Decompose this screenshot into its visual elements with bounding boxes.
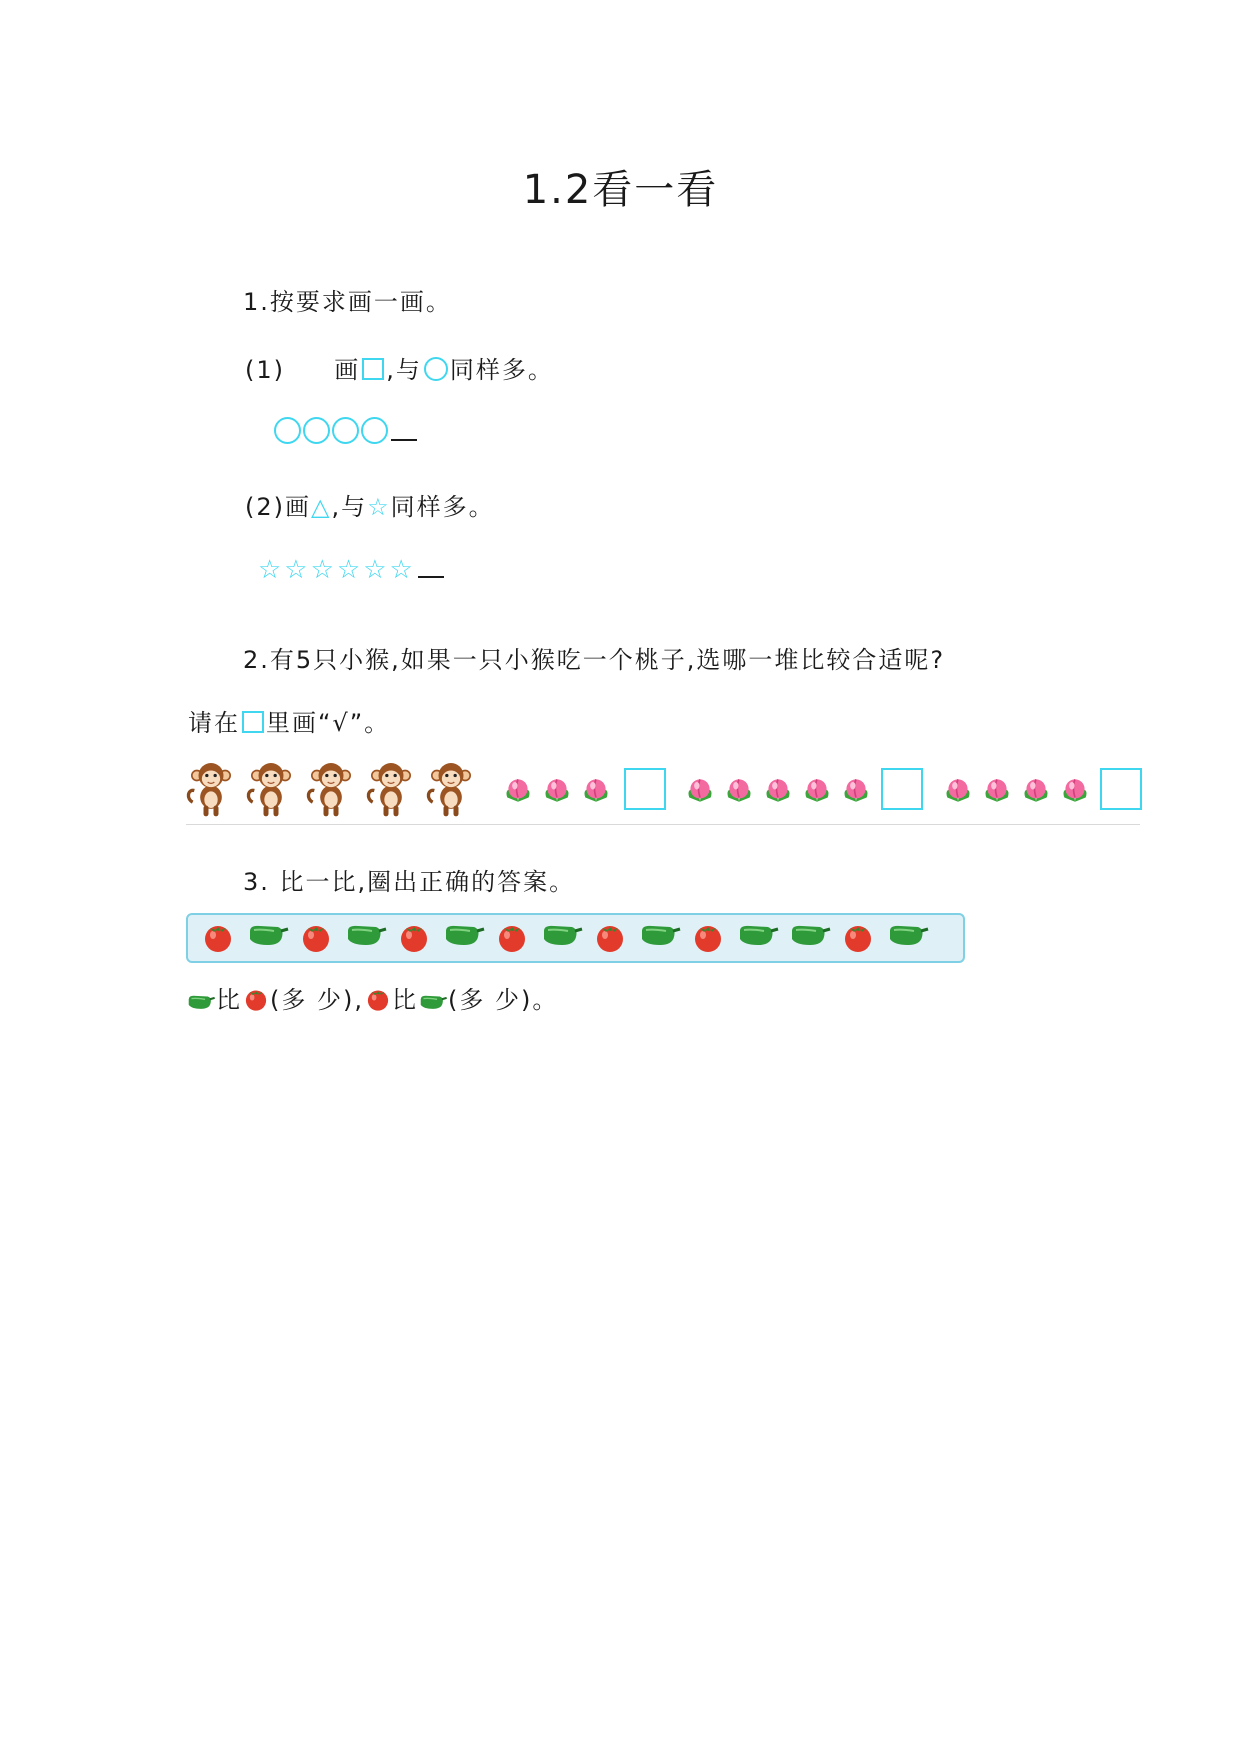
- question-1-part-2: [245, 487, 495, 522]
- answer-options-2[interactable]: (多 少): [448, 986, 533, 1014]
- comparison-line: [186, 980, 558, 1015]
- tomato-icon: [396, 921, 432, 953]
- compare-word: 比: [392, 986, 418, 1014]
- peach-icon: [723, 774, 755, 806]
- monkey-icon: [306, 754, 356, 822]
- part-1-text-draw: 画: [334, 356, 361, 384]
- circle-icon: [274, 417, 301, 444]
- stars-icons: ☆☆☆☆☆☆: [258, 555, 416, 585]
- pepper-icon: [638, 921, 682, 949]
- monkey-icon: [426, 754, 476, 822]
- tomato-icon: [242, 986, 270, 1012]
- pepper-icon: [186, 992, 216, 1012]
- question-2-line-2: [188, 703, 390, 738]
- tomato-icon: [592, 921, 628, 953]
- answer-box-pile-3[interactable]: [1100, 768, 1142, 810]
- pepper-icon: [886, 921, 930, 949]
- peach-icon: [1059, 774, 1091, 806]
- triangle-icon: △: [311, 493, 332, 521]
- answer-blank[interactable]: [391, 439, 417, 441]
- circle-icon: [303, 417, 330, 444]
- peach-icon: [840, 774, 872, 806]
- square-icon: [242, 711, 264, 733]
- circle-icon: [424, 357, 448, 381]
- tomato-icon: [364, 986, 392, 1012]
- answer-box-pile-2[interactable]: [881, 768, 923, 810]
- vegetables-row: [186, 913, 965, 963]
- answer-blank[interactable]: [418, 576, 444, 578]
- peach-icon: [541, 774, 573, 806]
- circle-icon: [332, 417, 359, 444]
- pepper-icon: [736, 921, 780, 949]
- peach-icon: [502, 774, 534, 806]
- monkeys-and-peaches-row: [186, 752, 1140, 825]
- circles-row: [273, 417, 417, 447]
- pepper-icon: [540, 921, 584, 949]
- monkey-icon: [246, 754, 296, 822]
- tomato-icon: [494, 921, 530, 953]
- monkey-icon: [186, 754, 236, 822]
- part-2-label: (2): [245, 493, 285, 521]
- square-icon: [362, 358, 384, 380]
- part-1-text-with: ,与: [386, 356, 422, 384]
- part-1-text-same: 同样多。: [449, 356, 554, 384]
- answer-options-1[interactable]: (多 少): [270, 986, 355, 1014]
- question-1-heading: 1.按要求画一画。: [243, 288, 452, 316]
- tomato-icon: [690, 921, 726, 953]
- page-title: 1.2看一看: [522, 167, 719, 213]
- compare-word: 比: [216, 986, 242, 1014]
- part-1-label: (1): [245, 356, 285, 384]
- peach-icon: [801, 774, 833, 806]
- instruction-text-b: 里画“√”。: [266, 709, 391, 737]
- pepper-icon: [418, 992, 448, 1012]
- tomato-icon: [298, 921, 334, 953]
- monkey-icon: [366, 754, 416, 822]
- peach-icon: [942, 774, 974, 806]
- instruction-text-a: 请在: [188, 709, 240, 737]
- question-3-heading: 3. 比一比,圈出正确的答案。: [243, 868, 576, 896]
- tomato-icon: [840, 921, 876, 953]
- circle-icon: [361, 417, 388, 444]
- stars-row: [258, 555, 444, 585]
- peach-icon: [762, 774, 794, 806]
- pepper-icon: [442, 921, 486, 949]
- pepper-icon: [246, 921, 290, 949]
- star-icon: ☆: [367, 493, 391, 521]
- part-2-text-draw: 画: [285, 493, 311, 521]
- pepper-icon: [344, 921, 388, 949]
- part-2-text-same: 同样多。: [390, 493, 495, 521]
- pepper-icon: [788, 921, 832, 949]
- tomato-icon: [200, 921, 236, 953]
- answer-box-pile-1[interactable]: [624, 768, 666, 810]
- question-2-line-1: 2.有5只小猴,如果一只小猴吃一个桃子,选哪一堆比较合适呢?: [243, 646, 946, 674]
- period: 。: [532, 986, 559, 1014]
- peach-icon: [1020, 774, 1052, 806]
- separator: ,: [354, 986, 364, 1014]
- peach-icon: [580, 774, 612, 806]
- question-1-part-1: [245, 350, 554, 385]
- part-2-text-with: ,与: [331, 493, 368, 521]
- peach-icon: [684, 774, 716, 806]
- peach-icon: [981, 774, 1013, 806]
